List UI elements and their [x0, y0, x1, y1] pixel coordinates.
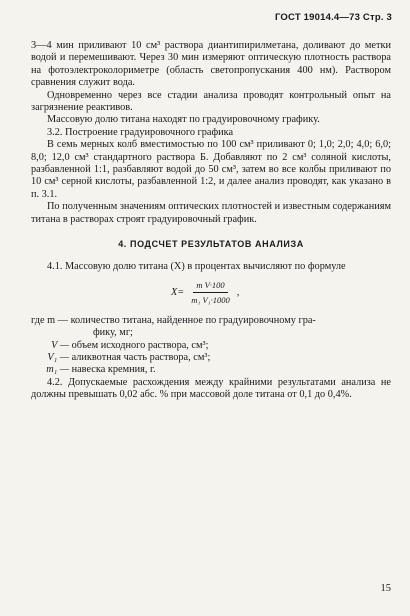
definition-symbol: V — [51, 339, 69, 351]
subsection-heading-3-2: 3.2. Построение градуировочного графика [47, 126, 234, 138]
formula-trail: , [236, 286, 240, 298]
definition-symbol: где m — [31, 314, 68, 326]
definition-symbol: V₁ — [47, 351, 69, 363]
formula-numerator: m V·100 [193, 279, 227, 293]
definition-v1 [31, 352, 391, 364]
page-header: ГОСТ 19014.4—73 Стр. 3 [274, 12, 392, 23]
definitions-list [31, 315, 391, 377]
paragraph-4-1: 4.1. Массовую долю титана (X) в процентах вычисляют по формуле [47, 260, 346, 272]
definition-symbol: m₁ — [46, 364, 69, 376]
paragraph-control-test: Одновременно через все стадии анализа проводят контрольный опыт на загрязнение реактивов. [31, 89, 391, 114]
formula [171, 279, 391, 307]
formula-denominator: m₁ V₁·1000 [191, 295, 230, 306]
section-title: 4. ПОДСЧЕТ РЕЗУЛЬТАТОВ АНАЛИЗА [118, 239, 304, 250]
definition-text: количество титана, найденное по градуировочному гра- [70, 314, 316, 326]
definition-v [31, 340, 391, 352]
definition-text: объем исходного раствора, см³; [71, 339, 209, 351]
paragraph-calibration-procedure: В семь мерных колб вместимостью по 100 см³ приливают 0; 1,0; 2,0; 4,0; 6,0; 8,0; 12,0 см³ стандартного раствора Б. Добавляют по 2 см³ соляной кислоты, разбавленной 1:1, разбавляют водой до 50 см³, затем во все колбы приливают по 10 см³ серной кислоты, разбавленной 1:2, и далее анализ проводят, как указано в п. 3.1. [31, 139, 391, 200]
definition-m [31, 315, 391, 340]
paragraph-continuation: 3—4 мин приливают 10 см³ раствора диантипирилметана, доливают до метки водой и перемешивают. Через 30 мин измеряют оптическую плотность раствора на фотоэлектроколориметре (область светопропускания 400 нм). Раствором сравнения служит вода. [31, 40, 391, 89]
definition-text: аликвотная часть раствора, см³; [71, 351, 211, 363]
paragraph-mass-fraction: Массовую долю титана находят по градуировочному графику. [47, 114, 320, 126]
paragraph-4-2: 4.2. Допускаемые расхождения между крайними результатами анализа не должны превышать 0,02 абс. % при массовой доле титана от 0,1 до 0,4%. [31, 376, 391, 401]
definition-text: навеска кремния, г. [71, 364, 156, 376]
page-number: 15 [380, 583, 391, 594]
definition-continuation: фику, мг; [93, 327, 133, 339]
formula-lhs: X= [171, 286, 185, 298]
formula-fraction [188, 279, 233, 307]
definition-m1 [31, 364, 391, 376]
page-body [31, 40, 391, 402]
paragraph-calibration-graph: По полученным значениям оптических плотностей и известным содержаниям титана в растворах строят градуировочный график. [31, 201, 391, 225]
